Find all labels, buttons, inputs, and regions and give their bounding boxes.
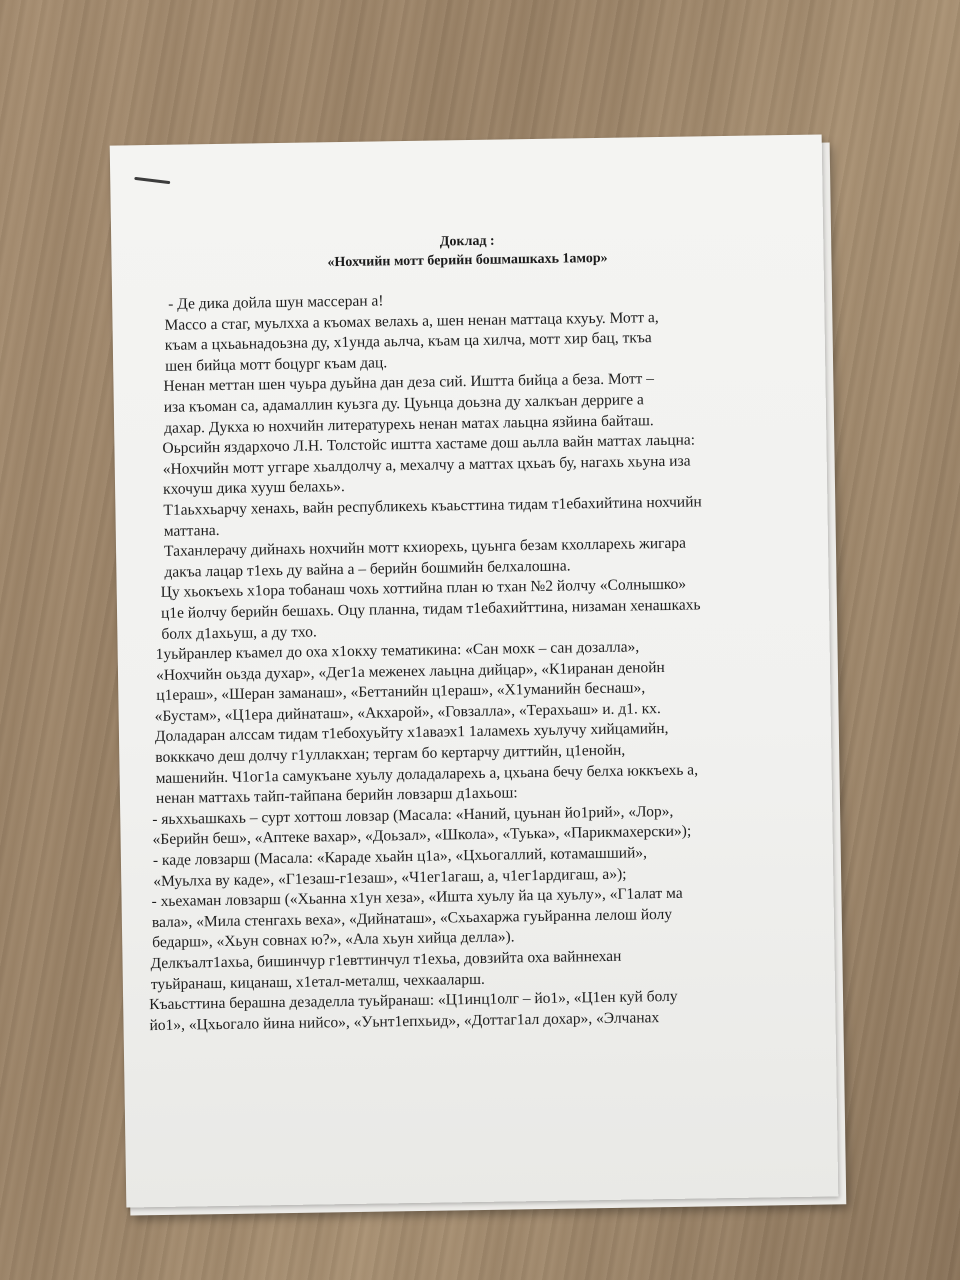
text-line: дахар. Дукха ю нохчийн литературехь ненан матах лаьцна язйина байташ. (164, 411, 654, 437)
text-line: туьйранаш, кицанаш, х1етал-металш, чехкааларш. (150, 970, 485, 993)
document-title: Доклад : (439, 233, 495, 250)
text-line: Къаьсттина берашна дезаделла туьйранаш: «Ц1инц1олг – йо1», «Ц1ен куй болу (149, 988, 678, 1014)
text-line: - яьххьашкахь – сурт хоттош ловзар (Масала: «Наний, цуьнан йо1рий», «Лор», (152, 802, 674, 828)
text-line: - Де дика дойла шун массеран а! (168, 292, 384, 313)
text-line: - каде ловзарш (Масала: «Караде хьайн ц1а», «Цхьогаллий, котамашший», (152, 844, 648, 870)
title-block (111, 226, 824, 275)
text-line: ненан маттахь тайп-тайпана берийн ловзарш д1ахьош: (155, 784, 518, 808)
text-line: «Нохчийн оьзда духар», «Дег1а меженех лаьцна дийцар», «К1иранан денойн (155, 658, 665, 684)
text-line: шен бийца мотт боцург къам дац. (165, 354, 388, 375)
text-line: вокккачо деш долчу г1уллакхан; тергам бо кертарчу диттийн, ц1енойн, (155, 741, 626, 767)
text-line: «Муьлха ву каде», «Г1езаш-г1езаш», «Ч1ег1агаш, а, ч1ег1ардигаш, а»); (153, 865, 627, 890)
text-line: Т1аьххьарчу хенахь, вайн республикехь къаьсттина тидам т1ебахийтина нохчийн (163, 493, 702, 519)
text-line: болх д1ахьуш, а ду тхо. (161, 622, 317, 643)
text-line: «Нохчийн мотт уггаре хьалдолчу а, мехалчу а маттах цхьаъ бу, нагахь хьуна иза (162, 452, 691, 478)
text-line: Делкъалт1ахьа, бишинчур г1евттинчул т1ехьа, довзийта оха вайннехан (150, 947, 622, 973)
document-page (110, 134, 839, 1207)
document-body (128, 285, 820, 1037)
document-subtitle: «Нохчийн мотт берийн бошмашкахь 1амор» (327, 250, 608, 271)
text-line: дакъа лацар т1ехь ду вайна а – берийн бошмийн белхалошна. (164, 557, 571, 581)
text-line: Цу хьокъехь х1ора тобанаш чохь хоттийна план ю тхан №2 йолчу «Солнышко» (160, 575, 687, 602)
text-line: иза къоман са, адамаллин куьзга ду. Цуьнца доьзна ду халкъан дерриге а (163, 391, 645, 416)
text-line: вала», «Мила стенгахь веха», «Дийнаташ», «Схьахаржа гуьйранна лелош йолу (151, 905, 673, 931)
text-line: 1уьйранлер къамел до оха х1окху тематикина: «Сан мохк – сан дозалла», (155, 638, 640, 664)
text-line: Таханлерачу дийнахь нохчийн мотт кхиорехь, цуьнга безам кхолларехь жигара (163, 534, 687, 560)
text-line: ц1е йолчу берийн бешахь. Оцу планна, тидам т1ебахийттина, низаман хенашкахь (160, 596, 701, 622)
text-line: маттана. (163, 521, 220, 540)
text-line: ц1ераш», «Шеран заманаш», «Беттанийн ц1ераш», «Х1уманийн беснаш», (156, 679, 646, 705)
text-line: йо1», «Цхьогало йина нийсо», «Уьнт1епхьид», «Доттаг1ал дохар», «Элчанах (149, 1008, 660, 1034)
text-line: «Бустам», «Ц1ера дийнаташ», «Акхарой», «Говзалла», «Терахьаш» и. д1. кх. (154, 699, 661, 725)
text-line: - хьехаман ловзарш («Хьанна х1ун хеза», «Ишта хуьлу йа ца хуьлу», «Г1алат ма (151, 884, 683, 911)
text-line: кхочуш дика хууш белахь». (162, 478, 345, 499)
text-line: къам а цхьаьнадоьзна ду, х1унда аьлча, къам ца хилча, мотт хир бац, ткъа (164, 329, 652, 355)
text-line: Ненан меттан шен чуьра дуьйна дан деза сий. Иштта бийца а беза. Мотт – (163, 370, 655, 396)
text-line: бедарш», «Хьун совнах ю?», «Ала хьун хийца делла»). (152, 928, 515, 952)
text-line: «Берийн беш», «Аптеке вахар», «Доьзал», «Школа», «Туька», «Парикмахерски»); (152, 823, 692, 849)
text-line: машенийн. Ч1ог1а самукъане хуьлу доладаларехь а, цхьана бечу белха юккъехь а, (155, 761, 699, 787)
text-line: Массо а стаг, муьлхха а къомах велахь а, шен ненан маттаца кхуьу. Мотт а, (164, 308, 659, 334)
text-line: Оьрсийн яздархочо Л.Н. Толстойс иштта хастаме дош аьлла вайн маттах лаьцна: (162, 431, 696, 458)
text-line: Доладаран алссам тидам т1ебохуьйту х1аваэх1 1аламехь хуьлучу хийцамийн, (154, 720, 669, 746)
staple (134, 177, 170, 184)
